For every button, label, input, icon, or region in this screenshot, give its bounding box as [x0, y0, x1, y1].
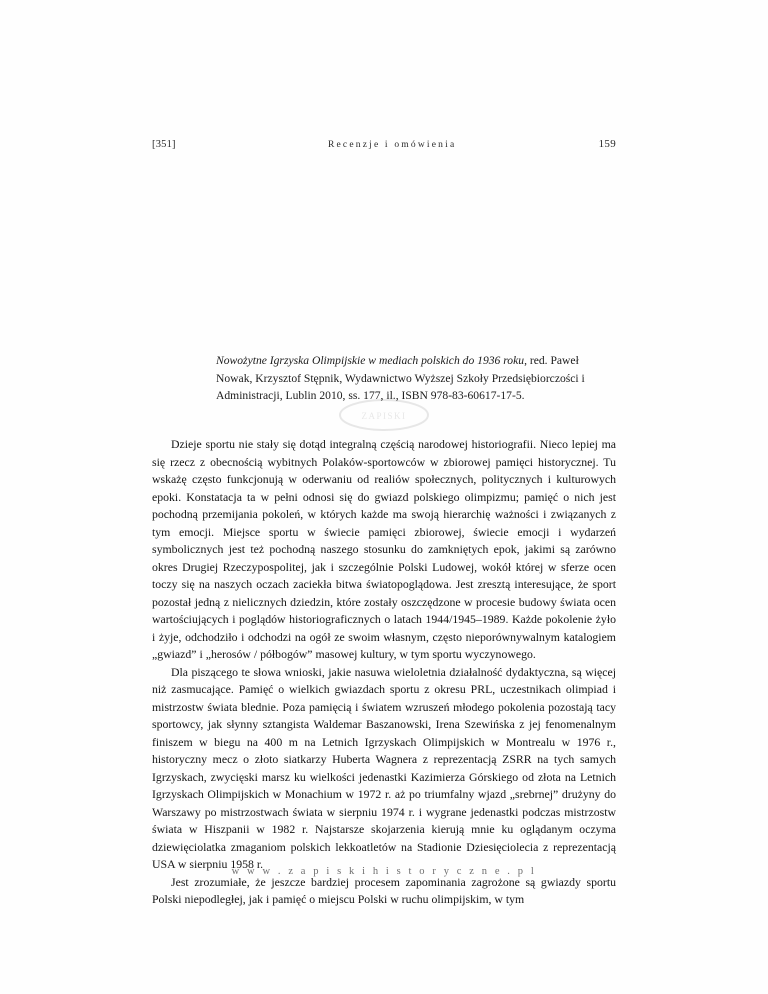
running-head-left-number: [351]	[152, 139, 176, 150]
svg-text:ZAPISKI: ZAPISKI	[361, 411, 407, 421]
book-title: Nowożytne Igrzyska Olimpijskie w mediach polskich do 1936 roku	[216, 354, 525, 367]
paragraph: Dzieje sportu nie stały się dotąd integralną częścią narodowej historiografii. Nieco lepiej ma się rzecz z obecnością wybitnych Polaków-sportowców w zbiorowej pamięci historycznej. Tu wskażę często funkcjonują w oderwaniu od realiów społecznych, politycznych i kulturowych epoki. Konstatacja ta w pełni odnosi się do gwiazd polskiego olimpizmu; pamięć o nich jest pochodną przemijania pokoleń, w których każde ma swoją hierarchię ważności i związanych z tym emocji. Miejsce sportu w świecie pamięci zbiorowej, świecie emocji i wydarzeń symbolicznych jest też pochodną naszego stosunku do zamkniętych epok, jakimi są zarówno okres Drugiej Rzeczypospolitej, jak i szczególnie Polski Ludowej, wokół której w sferze ocen toczy się na naszych oczach zaciekła bitwa światopoglądowa. Jest zresztą interesujące, że sport pozostał jedną z nielicznych dziedzin, które zostały oszczędzone w procesie budowy świata ocen wartościujących i poglądów historiograficznych o latach 1944/1945–1989. Każde pokolenie żyło i żyje, odchodziło i odchodzi na ogół ze swoim własnym, często nieporównywalnym katalogiem „gwiazd” i „herosów / półbogów” masowej kultury, w tym sportu wyczynowego.	[152, 437, 616, 662]
page-number: 159	[598, 138, 616, 150]
running-head	[152, 138, 616, 154]
paragraph: Jest zrozumiałe, że jeszcze bardziej procesem zapominania zagrożone są gwiazdy sportu Polski niepodległej, jak i pamięć o miejscu Polski w ruchu olimpijskim, w tym	[152, 874, 616, 907]
footer-url: w w w . z a p i s k i h i s t o r y c z n e . p l	[231, 866, 537, 877]
running-head-section-title: Recenzje i omówienia	[327, 140, 457, 150]
book-reference	[216, 352, 616, 405]
book-imprint: , red. Paweł Nowak, Krzysztof Stępnik, Wydawnictwo Wyższej Szkoły Przedsiębiorczości i Administracji, Lublin 2010, ss. 177, il., ISBN 978-83-60617-17-5.	[216, 354, 585, 403]
body-text	[152, 436, 616, 909]
paragraph: Dla piszącego te słowa wnioski, jakie nasuwa wieloletnia działalność dydaktyczna, są więcej niż zasmucające. Pamięć o wielkich gwiazdach sportu z okresu PRL, uczestnikach olimpiad i mistrzostw świata blednie. Poza pamięcią i światem wzruszeń młodego pokolenia pozostają tacy sportowcy, jak słynny sztangista Waldemar Baszanowski, Irena Szewińska z jej fenomenalnym finiszem w biegu na 400 m na Letnich Igrzyskach Olimpijskich w Montrealu w 1976 r., historyczny mecz o złoto siatkarzy Huberta Wagnera z reprezentacją ZSRR na tych samych Igrzyskach, zwycięski marsz ku wielkości jedenastki Kazimierza Górskiego od złota na Letnich Igrzyskach Olimpijskich w Monachium w 1972 r. aż po triumfalny wjazd „srebrnej” drużyny do Warszawy po mistrzostwach świata w sierpniu 1974 r. i wygrane jedenastki podczas mistrzostw świata w Hiszpanii w 1982 r. Najstarsze skojarzenia kierują mnie ku oglądanym oczyma dziewięciolatka zmaganiom polskich lekkoatletów na Stadionie Dziesięciolecia z reprezentacją USA w sierpniu 1958 r.	[152, 664, 616, 872]
